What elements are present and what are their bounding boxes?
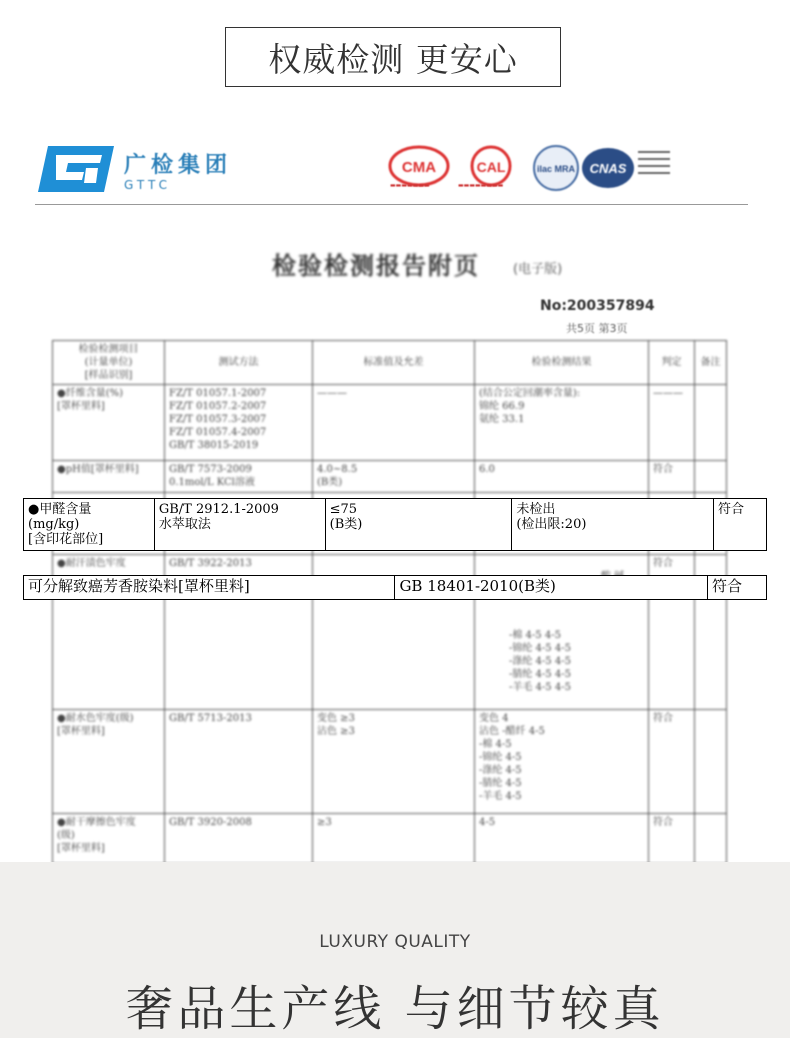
col-header: 备注 <box>695 341 727 385</box>
table-cell <box>695 814 727 864</box>
table-cell: ●pH值[罩杯里料] <box>53 461 165 493</box>
formaldehyde-row-overlay <box>23 498 767 551</box>
report-edition: (电子版) <box>513 262 563 277</box>
table-cell: 符合 <box>649 814 695 864</box>
table-cell: 符合 <box>649 461 695 493</box>
cal-label: CAL <box>476 159 506 175</box>
col-header: 标准值及允差 <box>313 341 475 385</box>
formaldehyde-standard: ≤75 (B类) <box>325 499 512 551</box>
aromatic-amine-item: 可分解致癌芳香胺染料[罩杯里料] <box>24 576 395 600</box>
table-cell: ——— <box>649 385 695 461</box>
table-cell: 符合 <box>649 555 695 710</box>
table-cell: ●纤维含量(%) [罩杯里料] <box>53 385 165 461</box>
table-cell: ●耐水色牢度(级) [罩杯里料] <box>53 710 165 814</box>
formaldehyde-item: ●甲醛含量 (mg/kg) [含印花部位] <box>24 499 155 551</box>
cnas-label: CNAS <box>589 161 627 176</box>
table-cell: ●耐汗渍色牢度 <box>53 555 165 710</box>
header-title: 权威检测 更安心 <box>268 39 518 79</box>
cnas-seal-icon <box>580 144 636 192</box>
footer-subtitle: LUXURY QUALITY <box>319 932 471 952</box>
col-header: 测试方法 <box>165 341 313 385</box>
table-cell <box>695 710 727 814</box>
page-info: 共5页 第3页 <box>566 322 628 335</box>
table-cell: GB/T 3922-2013 <box>165 555 313 710</box>
cma-label: CMA <box>401 159 437 176</box>
ilac-label: ilac MRA <box>536 164 576 174</box>
col-header: 检验检测结果 <box>475 341 649 385</box>
table-cell: 6.0 <box>475 461 649 493</box>
table-cell: 变色 ≥3 沾色 ≥3 <box>313 710 475 814</box>
col-header: 判定 <box>649 341 695 385</box>
table-row <box>24 499 767 551</box>
aromatic-amine-method: GB 18401-2010(B类) <box>395 576 708 600</box>
report-title: 检验检测报告附页 <box>272 252 480 280</box>
org-name: 广检集团 <box>124 153 233 178</box>
table-cell: ●耐干摩擦色牢度 (级) [罩杯里料] <box>53 814 165 864</box>
footer-slogan: 奢品生产线 与细节较真 <box>125 981 665 1037</box>
table-header-row <box>53 341 727 385</box>
formaldehyde-result: 未检出 (检出限:20) <box>512 499 714 551</box>
table-cell: FZ/T 01057.1-2007 FZ/T 01057.2-2007 FZ/T 01057.3-2007 FZ/T 01057.4-2007 GB/T 38015-2019 <box>165 385 313 461</box>
table-cell <box>695 461 727 493</box>
table-cell: GB/T 7573-2009 0.1mol/L KCl溶液 <box>165 461 313 493</box>
report-table <box>52 340 727 864</box>
table-cell: GB/T 3920-2008 <box>165 814 313 864</box>
aromatic-amine-verdict: 符合 <box>708 576 767 600</box>
formaldehyde-verdict: 符合 <box>714 499 767 551</box>
table-cell-text: -棉 4-5 4-5 -锦纶 4-5 4-5 -涤纶 4-5 4-5 -腈纶 4-5 4-5 -羊毛 4-5 4-5 <box>509 630 571 693</box>
aromatic-amine-row-overlay <box>23 575 767 600</box>
cma-caption: ▬▬▬▬▬▬▬ <box>390 182 430 189</box>
cal-caption: ▬▬▬▬▬▬▬▬ <box>458 182 504 189</box>
ilac-mra-seal-icon <box>532 144 580 192</box>
org-subtitle: GTTC <box>124 178 171 192</box>
table-cell: ≥3 <box>313 814 475 864</box>
header-title-box <box>225 27 561 87</box>
table-cell: ——— <box>313 385 475 461</box>
table-cell: 4-5 <box>475 814 649 864</box>
col-header: 检验检测项目 (计量单位) [样品识别] <box>53 341 165 385</box>
table-cell: 4.0~8.5 (B类) <box>313 461 475 493</box>
table-row <box>53 461 727 493</box>
cnas-caption <box>638 148 670 179</box>
footer-section <box>0 862 790 1038</box>
table-row <box>53 814 727 864</box>
table-cell: GB/T 5713-2013 <box>165 710 313 814</box>
header-divider <box>35 204 748 205</box>
report-number: No:200357894 <box>540 298 655 314</box>
table-cell: 变色 4 沾色 -醋纤 4-5 -棉 4-5 -锦纶 4-5 -涤纶 4-5 -腈纶 4-5 -羊毛 4-5 <box>475 710 649 814</box>
formaldehyde-method: GB/T 2912.1-2009 水萃取法 <box>154 499 325 551</box>
test-report-document <box>0 120 790 860</box>
table-cell: (结合公定回潮率含量): 锦纶 66.9 氨纶 33.1 <box>475 385 649 461</box>
table-row <box>53 710 727 814</box>
table-row <box>53 385 727 461</box>
table-cell: 符合 <box>649 710 695 814</box>
table-cell <box>695 385 727 461</box>
gttc-logo-icon <box>38 146 114 192</box>
table-row <box>24 576 767 600</box>
